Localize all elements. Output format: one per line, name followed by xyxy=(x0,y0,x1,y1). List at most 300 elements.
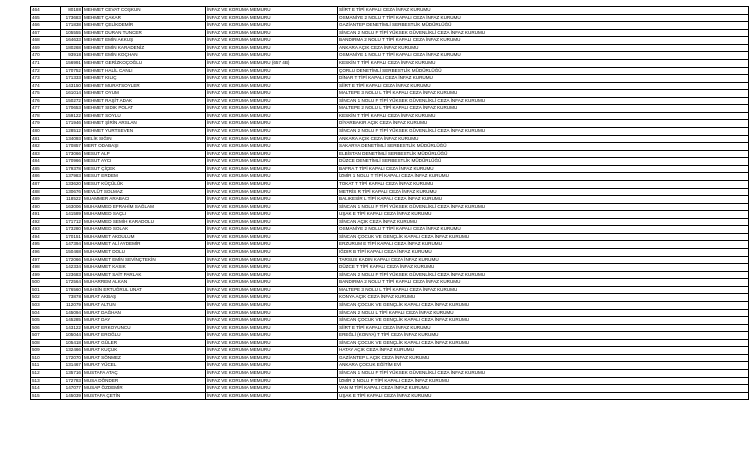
row-number-cell: 502 xyxy=(31,294,61,302)
position-title-cell: İNFAZ VE KORUMA MEMURU xyxy=(206,44,338,52)
assigned-unit-cell: DİNAR T TİPİ KAPALI CEZA İNFAZ KURUMU xyxy=(338,75,749,83)
position-title-cell: İNFAZ VE KORUMA MEMURU xyxy=(206,135,338,143)
table-row xyxy=(31,362,749,370)
table-row xyxy=(31,196,749,204)
table-row xyxy=(31,392,749,400)
person-name-cell: MURAT SÖNMEZ xyxy=(83,354,206,362)
row-number-cell: 491 xyxy=(31,211,61,219)
table-row xyxy=(31,203,749,211)
table-row xyxy=(31,44,749,52)
person-name-cell: MEHMET DURAN TUNCER xyxy=(83,29,206,37)
row-number-cell: 505 xyxy=(31,317,61,325)
person-name-cell: MUHAMMED EFRAHİM SAĞLAM xyxy=(83,203,206,211)
assigned-unit-cell: SİNCAN 2 NOLU F TİPİ YÜKSEK GÜVENLİKLİ CEZA İNFAZ KURUMU xyxy=(338,128,749,136)
table-row xyxy=(31,211,749,219)
person-name-cell: MUSTAFA ATAÇ xyxy=(83,370,206,378)
sicil-number-cell: 105555 xyxy=(61,29,83,37)
sicil-number-cell: 135716 xyxy=(61,370,83,378)
person-name-cell: MURAT AKBAŞ xyxy=(83,294,206,302)
position-title-cell: İNFAZ VE KORUMA MEMURU xyxy=(206,97,338,105)
assigned-unit-cell: SİNCAN 1 NOLU F TİPİ YÜKSEK GÜVENLİKLİ CEZA İNFAZ KURUMU xyxy=(338,97,749,105)
position-title-cell: İNFAZ VE KORUMA MEMURU xyxy=(206,241,338,249)
row-number-cell: 484 xyxy=(31,158,61,166)
person-name-cell: MESUT AYCI xyxy=(83,158,206,166)
table-row xyxy=(31,22,749,30)
table-row xyxy=(31,173,749,181)
assigned-unit-cell: İZMİR 1 NOLU T TİPİ KAPALI CEZA İNFAZ KURUMU xyxy=(338,173,749,181)
table-row xyxy=(31,264,749,272)
row-number-cell: 487 xyxy=(31,180,61,188)
sicil-number-cell: 145285 xyxy=(61,317,83,325)
person-name-cell: MELİK SIĞIN xyxy=(83,135,206,143)
assigned-unit-cell: METRİS R TİPİ KAPALI CEZA İNFAZ KURUMU xyxy=(338,188,749,196)
person-name-cell: MURAT YÜCEL xyxy=(83,362,206,370)
position-title-cell: İNFAZ VE KORUMA MEMURU xyxy=(206,271,338,279)
position-title-cell: İNFAZ VE KORUMA MEMURU xyxy=(206,332,338,340)
row-number-cell: 465 xyxy=(31,14,61,22)
row-number-cell: 479 xyxy=(31,120,61,128)
row-number-cell: 468 xyxy=(31,37,61,45)
person-name-cell: MESUT ALP xyxy=(83,150,206,158)
person-name-cell: MEHMET SOYLU xyxy=(83,112,206,120)
assigned-unit-cell: HATAY AÇIK CEZA İNFAZ KURUMU xyxy=(338,347,749,355)
sicil-number-cell: 172783 xyxy=(61,377,83,385)
sicil-number-cell: 105044 xyxy=(61,332,83,340)
sicil-number-cell: 73878 xyxy=(61,294,83,302)
row-number-cell: 481 xyxy=(31,135,61,143)
table-row xyxy=(31,301,749,309)
person-name-cell: MEHMET ŞİRİN ARSLAN xyxy=(83,120,206,128)
table-row xyxy=(31,67,749,75)
position-title-cell: İNFAZ VE KORUMA MEMURU xyxy=(206,52,338,60)
table-row xyxy=(31,294,749,302)
position-title-cell: İNFAZ VE KORUMA MEMURU xyxy=(206,22,338,30)
position-title-cell: İNFAZ VE KORUMA MEMURU xyxy=(206,211,338,219)
position-title-cell: İNFAZ VE KORUMA MEMURU xyxy=(206,75,338,83)
sicil-number-cell: 123683 xyxy=(61,271,83,279)
sicil-number-cell: 130676 xyxy=(61,188,83,196)
row-number-cell: 507 xyxy=(31,332,61,340)
sicil-number-cell: 132466 xyxy=(61,347,83,355)
person-name-cell: MEHMET ÇAKAR xyxy=(83,14,206,22)
sicil-number-cell: 171712 xyxy=(61,218,83,226)
person-name-cell: MUHARREM ALKAN xyxy=(83,279,206,287)
table-row xyxy=(31,279,749,287)
row-number-cell: 497 xyxy=(31,256,61,264)
row-number-cell: 470 xyxy=(31,52,61,60)
person-name-cell: MEHMET MURATSOYLER xyxy=(83,82,206,90)
position-title-cell: İNFAZ VE KORUMA MEMURU xyxy=(206,90,338,98)
table-row xyxy=(31,29,749,37)
table-row xyxy=(31,271,749,279)
row-number-cell: 501 xyxy=(31,286,61,294)
assigned-unit-cell: SİNCAN 2 NOLU F TİPİ YÜKSEK GÜVENLİKLİ CEZA İNFAZ KURUMU xyxy=(338,271,749,279)
sicil-number-cell: 105418 xyxy=(61,339,83,347)
position-title-cell: İNFAZ VE KORUMA MEMURU xyxy=(206,29,338,37)
position-title-cell: İNFAZ VE KORUMA MEMURU xyxy=(206,279,338,287)
assigned-unit-cell: TARSUS KADIN KAPALI CEZA İNFAZ KURUMU xyxy=(338,256,749,264)
position-title-cell: İNFAZ VE KORUMA MEMURU xyxy=(206,105,338,113)
person-name-cell: MEHMET EMİN AKKUŞ xyxy=(83,37,206,45)
position-title-cell: İNFAZ VE KORUMA MEMURU xyxy=(206,67,338,75)
person-name-cell: MEHMET CEVAT COŞKUN xyxy=(83,7,206,15)
assigned-unit-cell: DÜZCE DENETİMLİ SERBESTLİK MÜDÜRLÜĞÜ xyxy=(338,158,749,166)
table-row xyxy=(31,52,749,60)
row-number-cell: 504 xyxy=(31,309,61,317)
assigned-unit-cell: MALTEPE 2 NOLU L TİPİ KAPALI CEZA İNFAZ KURUMU xyxy=(338,105,749,113)
person-name-cell: MURAT EROĞLU xyxy=(83,332,206,340)
table-row xyxy=(31,158,749,166)
assigned-unit-cell: BANDIRMA 2 NOLU T TİPİ KAPALI CEZA İNFAZ KURUMU xyxy=(338,279,749,287)
table-row xyxy=(31,97,749,105)
person-name-cell: MEHMET EMİN KARADENİZ xyxy=(83,44,206,52)
assigned-unit-cell: KONYA AÇIK CEZA İNFAZ KURUMU xyxy=(338,294,749,302)
person-name-cell: MUHAMMED SAÇLI xyxy=(83,211,206,219)
person-name-cell: MEHMET YURTSEVEN xyxy=(83,128,206,136)
position-title-cell: İNFAZ VE KORUMA MEMURU xyxy=(206,37,338,45)
assigned-unit-cell: SİNCAN 2 NOLU F TİPİ YÜKSEK GÜVENLİKLİ CEZA İNFAZ KURUMU xyxy=(338,29,749,37)
assigned-unit-cell: SİNCAN ÇOCUK VE GENÇLİK KAPALI CEZA İNFAZ KURUMU xyxy=(338,339,749,347)
row-number-cell: 474 xyxy=(31,82,61,90)
row-number-cell: 488 xyxy=(31,188,61,196)
table-row xyxy=(31,75,749,83)
assigned-unit-cell: SİNCAN 1 NOLU F TİPİ YÜKSEK GÜVENLİKLİ CEZA İNFAZ KURUMU xyxy=(338,370,749,378)
assigned-unit-cell: OSMANİYE 1 NOLU T TİPİ KAPALI CEZA İNFAZ KURUMU xyxy=(338,52,749,60)
assigned-unit-cell: SİİRT E TİPİ KAPALI CEZA İNFAZ KURUMU xyxy=(338,7,749,15)
personnel-table-body xyxy=(31,7,749,400)
sicil-number-cell: 170966 xyxy=(61,158,83,166)
assigned-unit-cell: ANKARA AÇIK CEZA İNFAZ KURUMU xyxy=(338,44,749,52)
sicil-number-cell: 93918 xyxy=(61,52,83,60)
position-title-cell: İNFAZ VE KORUMA MEMURU xyxy=(206,120,338,128)
assigned-unit-cell: KESKİN T TİPİ KAPALI CEZA İNFAZ KURUMU xyxy=(338,112,749,120)
person-name-cell: MUSAP ÖZDEMİR xyxy=(83,385,206,393)
sicil-number-cell: 150272 xyxy=(61,97,83,105)
table-row xyxy=(31,59,749,67)
sicil-number-cell: 112079 xyxy=(61,301,83,309)
person-name-cell: MUHAMMET ALİ AYDEMİR xyxy=(83,241,206,249)
sicil-number-cell: 176560 xyxy=(61,286,83,294)
table-row xyxy=(31,218,749,226)
person-name-cell: MEHMET ÇELİKDEMİR xyxy=(83,22,206,30)
sicil-number-cell: 164633 xyxy=(61,37,83,45)
row-number-cell: 490 xyxy=(31,203,61,211)
table-row xyxy=(31,105,749,113)
table-row xyxy=(31,339,749,347)
sicil-number-cell: 170653 xyxy=(61,105,83,113)
person-name-cell: MUHAMMET SAİT PARLAK xyxy=(83,271,206,279)
assigned-unit-cell: ERZURUM E TİPİ KAPALI CEZA İNFAZ KURUMU xyxy=(338,241,749,249)
person-name-cell: MUHAMMET EMİN SEVİNÇTEKİN xyxy=(83,256,206,264)
table-row xyxy=(31,226,749,234)
position-title-cell: İNFAZ VE KORUMA MEMURU xyxy=(206,143,338,151)
row-number-cell: 467 xyxy=(31,29,61,37)
row-number-cell: 508 xyxy=(31,339,61,347)
row-number-cell: 482 xyxy=(31,143,61,151)
sicil-number-cell: 170752 xyxy=(61,67,83,75)
position-title-cell: İNFAZ VE KORUMA MEMURU xyxy=(206,112,338,120)
person-name-cell: MEHMET HALİL CANLI xyxy=(83,67,206,75)
sicil-number-cell: 80188 xyxy=(61,7,83,15)
position-title-cell: İNFAZ VE KORUMA MEMURU xyxy=(206,301,338,309)
table-row xyxy=(31,233,749,241)
table-row xyxy=(31,249,749,257)
assigned-unit-cell: KESKİN T TİPİ KAPALI CEZA İNFAZ KURUMU xyxy=(338,59,749,67)
position-title-cell: İNFAZ VE KORUMA MEMURU xyxy=(206,324,338,332)
position-title-cell: İNFAZ VE KORUMA MEMURU xyxy=(206,173,338,181)
table-row xyxy=(31,112,749,120)
row-number-cell: 498 xyxy=(31,264,61,272)
table-row xyxy=(31,82,749,90)
assigned-unit-cell: UŞAK E TİPİ KAPALI CEZA İNFAZ KURUMU xyxy=(338,211,749,219)
sicil-number-cell: 179378 xyxy=(61,165,83,173)
row-number-cell: 483 xyxy=(31,150,61,158)
table-row xyxy=(31,324,749,332)
row-number-cell: 496 xyxy=(31,249,61,257)
assigned-unit-cell: SİİRT E TİPİ KAPALI CEZA İNFAZ KURUMU xyxy=(338,82,749,90)
assigned-unit-cell: IĞDIR B TİPİ KAPALI CEZA İNFAZ KURUMU xyxy=(338,249,749,257)
sicil-number-cell: 145094 xyxy=(61,309,83,317)
row-number-cell: 506 xyxy=(31,324,61,332)
table-row xyxy=(31,135,749,143)
position-title-cell: İNFAZ VE KORUMA MEMURU xyxy=(206,286,338,294)
person-name-cell: MUSTAFA ÇETİN xyxy=(83,392,206,400)
person-name-cell: MURAT ERKOYUNCU xyxy=(83,324,206,332)
position-title-cell: İNFAZ VE KORUMA MEMURU xyxy=(206,309,338,317)
row-number-cell: 466 xyxy=(31,22,61,30)
table-row xyxy=(31,347,749,355)
person-name-cell: MUHAMMET AKDULUM xyxy=(83,233,206,241)
assigned-unit-cell: SİNCAN ÇOCUK VE GENÇLİK KAPALI CEZA İNFAZ KURUMU xyxy=(338,301,749,309)
row-number-cell: 473 xyxy=(31,75,61,83)
sicil-number-cell: 150468 xyxy=(61,249,83,257)
position-title-cell: İNFAZ VE KORUMA MEMURU xyxy=(206,128,338,136)
position-title-cell: İNFAZ VE KORUMA MEMURU xyxy=(206,385,338,393)
position-title-cell: İNFAZ VE KORUMA MEMURU xyxy=(206,339,338,347)
person-name-cell: MESUT KÜÇÜLÜK xyxy=(83,180,206,188)
row-number-cell: 469 xyxy=(31,44,61,52)
sicil-number-cell: 118522 xyxy=(61,196,83,204)
sicil-number-cell: 171838 xyxy=(61,22,83,30)
position-title-cell: İNFAZ VE KORUMA MEMURU xyxy=(206,347,338,355)
table-row xyxy=(31,370,749,378)
row-number-cell: 476 xyxy=(31,97,61,105)
position-title-cell: İNFAZ VE KORUMA MEMURU xyxy=(206,150,338,158)
person-name-cell: MUHAMMET DOLU xyxy=(83,249,206,257)
table-row xyxy=(31,241,749,249)
row-number-cell: 513 xyxy=(31,377,61,385)
person-name-cell: MUSA DÖNDER xyxy=(83,377,206,385)
assigned-unit-cell: ÇORLU DENETİMLİ SERBESTLİK MÜDÜRLÜĞÜ xyxy=(338,67,749,75)
assigned-unit-cell: UŞAK E TİPİ KAPALI CEZA İNFAZ KURUMU xyxy=(338,392,749,400)
table-row xyxy=(31,332,749,340)
sicil-number-cell: 156991 xyxy=(61,59,83,67)
table-row xyxy=(31,309,749,317)
assigned-unit-cell: SİNCAN ÇOCUK VE GENÇLİK KAPALI CEZA İNFAZ KURUMU xyxy=(338,317,749,325)
person-name-cell: MUHAMMED SOLAK xyxy=(83,226,206,234)
row-number-cell: 485 xyxy=(31,165,61,173)
assigned-unit-cell: DİYARBAKIR AÇIK CEZA İNFAZ KURUMU xyxy=(338,120,749,128)
position-title-cell: İNFAZ VE KORUMA MEMURU xyxy=(206,218,338,226)
position-title-cell: İNFAZ VE KORUMA MEMURU xyxy=(206,233,338,241)
person-name-cell: MUAMMER ARABACI xyxy=(83,196,206,204)
person-name-cell: MEHMET GERİZKOÇOĞLU xyxy=(83,59,206,67)
table-row xyxy=(31,256,749,264)
table-row xyxy=(31,90,749,98)
table-row xyxy=(31,14,749,22)
sicil-number-cell: 147394 xyxy=(61,241,83,249)
assigned-unit-cell: ELBİSTAN DENETİMLİ SERBESTLİK MÜDÜRLÜĞÜ xyxy=(338,150,749,158)
person-name-cell: MEHMET EMİN KOÇHAN xyxy=(83,52,206,60)
sicil-number-cell: 173066 xyxy=(61,150,83,158)
sicil-number-cell: 163006 xyxy=(61,203,83,211)
sicil-number-cell: 171333 xyxy=(61,75,83,83)
person-name-cell: MEHMET RAŞİT ADAK xyxy=(83,97,206,105)
row-number-cell: 475 xyxy=(31,90,61,98)
sicil-number-cell: 172070 xyxy=(61,354,83,362)
sicil-number-cell: 131467 xyxy=(61,362,83,370)
table-row xyxy=(31,317,749,325)
person-name-cell: MEVLÜT SOLMAZ xyxy=(83,188,206,196)
position-title-cell: İNFAZ VE KORUMA MEMURU (657 4B) xyxy=(206,59,338,67)
sicil-number-cell: 133620 xyxy=(61,180,83,188)
sicil-number-cell: 172066 xyxy=(61,256,83,264)
position-title-cell: İNFAZ VE KORUMA MEMURU xyxy=(206,203,338,211)
assigned-unit-cell: DÜZCE T TİPİ KAPALI CEZA İNFAZ KURUMU xyxy=(338,264,749,272)
person-name-cell: MURAT KUÇUK xyxy=(83,347,206,355)
position-title-cell: İNFAZ VE KORUMA MEMURU xyxy=(206,226,338,234)
assigned-unit-cell: MALTEPE 3 NOLU L TİPİ KAPALI CEZA İNFAZ KURUMU xyxy=(338,90,749,98)
person-name-cell: MURAT DAĞHAN xyxy=(83,309,206,317)
position-title-cell: İNFAZ VE KORUMA MEMURU xyxy=(206,14,338,22)
sicil-number-cell: 161014 xyxy=(61,90,83,98)
position-title-cell: İNFAZ VE KORUMA MEMURU xyxy=(206,249,338,257)
position-title-cell: İNFAZ VE KORUMA MEMURU xyxy=(206,370,338,378)
assigned-unit-cell: BALIKESİR L TİPİ KAPALI CEZA İNFAZ KURUMU xyxy=(338,196,749,204)
sicil-number-cell: 170151 xyxy=(61,233,83,241)
person-name-cell: MURAT GÜLER xyxy=(83,339,206,347)
position-title-cell: İNFAZ VE KORUMA MEMURU xyxy=(206,294,338,302)
row-number-cell: 509 xyxy=(31,347,61,355)
sicil-number-cell: 143150 xyxy=(61,82,83,90)
person-name-cell: MURAT ALTUN xyxy=(83,301,206,309)
person-name-cell: MESUT ÇİÇEK xyxy=(83,165,206,173)
table-row xyxy=(31,377,749,385)
row-number-cell: 510 xyxy=(31,354,61,362)
row-number-cell: 492 xyxy=(31,218,61,226)
sicil-number-cell: 142334 xyxy=(61,264,83,272)
row-number-cell: 511 xyxy=(31,362,61,370)
sicil-number-cell: 159122 xyxy=(61,112,83,120)
row-number-cell: 512 xyxy=(31,370,61,378)
table-row xyxy=(31,143,749,151)
position-title-cell: İNFAZ VE KORUMA MEMURU xyxy=(206,7,338,15)
assigned-unit-cell: SİNCAN ÇOCUK VE GENÇLİK KAPALI CEZA İNFAZ KURUMU xyxy=(338,233,749,241)
table-row xyxy=(31,180,749,188)
table-row xyxy=(31,188,749,196)
sicil-number-cell: 143122 xyxy=(61,324,83,332)
row-number-cell: 486 xyxy=(31,173,61,181)
assigned-unit-cell: GAZİANTEP DENETİMLİ SERBESTLİK MÜDÜRLÜĞÜ xyxy=(338,22,749,30)
row-number-cell: 499 xyxy=(31,271,61,279)
row-number-cell: 503 xyxy=(31,301,61,309)
table-row xyxy=(31,120,749,128)
row-number-cell: 472 xyxy=(31,67,61,75)
row-number-cell: 495 xyxy=(31,241,61,249)
assigned-unit-cell: BAFRA T TİPİ KAPALI CEZA İNFAZ KURUMU xyxy=(338,165,749,173)
position-title-cell: İNFAZ VE KORUMA MEMURU xyxy=(206,158,338,166)
position-title-cell: İNFAZ VE KORUMA MEMURU xyxy=(206,180,338,188)
position-title-cell: İNFAZ VE KORUMA MEMURU xyxy=(206,264,338,272)
personnel-table xyxy=(30,6,749,400)
assigned-unit-cell: SİNCAN AÇIK CEZA İNFAZ KURUMU xyxy=(338,218,749,226)
position-title-cell: İNFAZ VE KORUMA MEMURU xyxy=(206,196,338,204)
sicil-number-cell: 141589 xyxy=(61,211,83,219)
assigned-unit-cell: OSMANİYE 2 NOLU T TİPİ KAPALI CEZA İNFAZ KURUMU xyxy=(338,14,749,22)
sicil-number-cell: 180268 xyxy=(61,44,83,52)
position-title-cell: İNFAZ VE KORUMA MEMURU xyxy=(206,377,338,385)
row-number-cell: 480 xyxy=(31,128,61,136)
assigned-unit-cell: GAZİANTEP L AÇIK CEZA İNFAZ KURUMU xyxy=(338,354,749,362)
table-row xyxy=(31,165,749,173)
assigned-unit-cell: EREĞLİ (KONYA) T TİPİ CEZA İNFAZ KURUMU xyxy=(338,332,749,340)
assigned-unit-cell: MALTEPE 3 NOLU L TİPİ KAPALI CEZA İNFAZ KURUMU xyxy=(338,286,749,294)
person-name-cell: MEHMET KILIÇ xyxy=(83,75,206,83)
position-title-cell: İNFAZ VE KORUMA MEMURU xyxy=(206,165,338,173)
person-name-cell: MESUT ERDEM xyxy=(83,173,206,181)
position-title-cell: İNFAZ VE KORUMA MEMURU xyxy=(206,362,338,370)
row-number-cell: 494 xyxy=(31,233,61,241)
assigned-unit-cell: ANKARA AÇIK CEZA İNFAZ KURUMU xyxy=(338,135,749,143)
row-number-cell: 478 xyxy=(31,112,61,120)
row-number-cell: 464 xyxy=(31,7,61,15)
person-name-cell: MUHAMMET KASIK xyxy=(83,264,206,272)
sicil-number-cell: 172564 xyxy=(61,279,83,287)
sicil-number-cell: 145039 xyxy=(61,392,83,400)
table-row xyxy=(31,286,749,294)
position-title-cell: İNFAZ VE KORUMA MEMURU xyxy=(206,188,338,196)
assigned-unit-cell: OSMANİYE 2 NOLU T TİPİ KAPALI CEZA İNFAZ KURUMU xyxy=(338,226,749,234)
assigned-unit-cell: SAKARYA DENETİMLİ SERBESTLİK MÜDÜRLÜĞÜ xyxy=(338,143,749,151)
person-name-cell: MURAT DAY xyxy=(83,317,206,325)
assigned-unit-cell: TOKAT T TİPİ KAPALI CEZA İNFAZ KURUMU xyxy=(338,180,749,188)
row-number-cell: 477 xyxy=(31,105,61,113)
sicil-number-cell: 137983 xyxy=(61,173,83,181)
position-title-cell: İNFAZ VE KORUMA MEMURU xyxy=(206,317,338,325)
row-number-cell: 493 xyxy=(31,226,61,234)
table-row xyxy=(31,128,749,136)
row-number-cell: 471 xyxy=(31,59,61,67)
row-number-cell: 489 xyxy=(31,196,61,204)
person-name-cell: MUHAMMED SEMİH KARADOLU xyxy=(83,218,206,226)
sicil-number-cell: 128512 xyxy=(61,128,83,136)
row-number-cell: 515 xyxy=(31,392,61,400)
person-name-cell: MEHMET SIDIK POLAT xyxy=(83,105,206,113)
assigned-unit-cell: BANDIRMA 2 NOLU T TİPİ KAPALI CEZA İNFAZ KURUMU xyxy=(338,37,749,45)
assigned-unit-cell: VAN M TİPİ KAPALI CEZA İNFAZ KURUMU xyxy=(338,385,749,393)
table-row xyxy=(31,150,749,158)
sicil-number-cell: 171946 xyxy=(61,120,83,128)
assigned-unit-cell: İZMİR 2 NOLU F TİPİ KAPALI CEZA İNFAZ KURUMU xyxy=(338,377,749,385)
person-name-cell: MEHMET OYUM xyxy=(83,90,206,98)
table-row xyxy=(31,354,749,362)
position-title-cell: İNFAZ VE KORUMA MEMURU xyxy=(206,82,338,90)
position-title-cell: İNFAZ VE KORUMA MEMURU xyxy=(206,256,338,264)
table-row xyxy=(31,7,749,15)
sicil-number-cell: 173280 xyxy=(61,226,83,234)
table-row xyxy=(31,37,749,45)
assigned-unit-cell: SİİRT E TİPİ KAPALI CEZA İNFAZ KURUMU xyxy=(338,324,749,332)
